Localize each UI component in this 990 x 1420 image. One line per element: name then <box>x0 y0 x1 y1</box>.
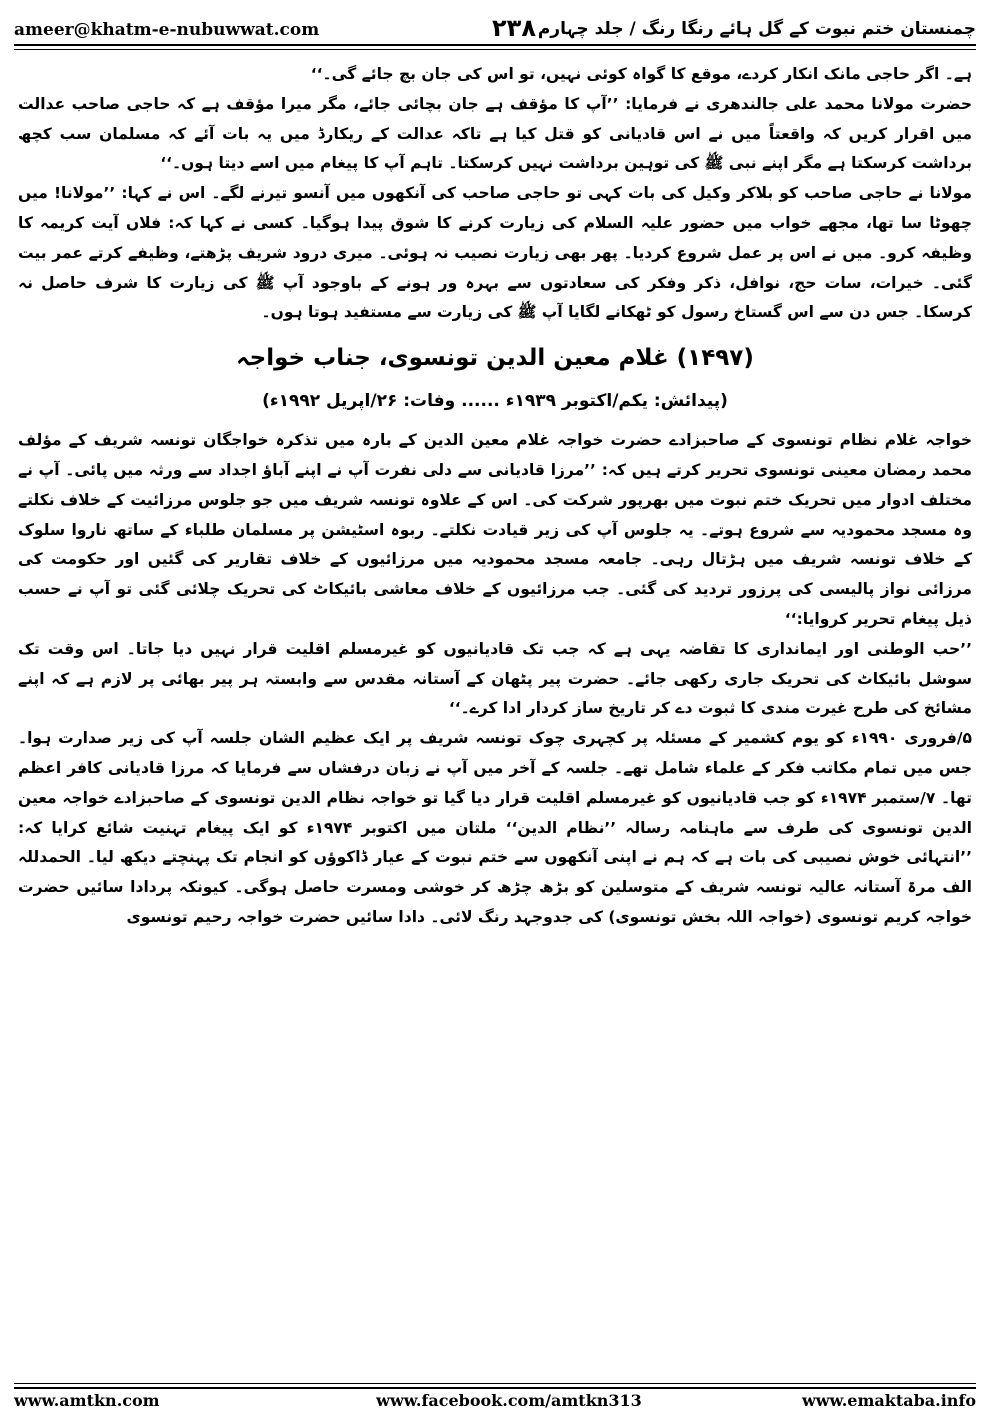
footer-link-amtkn[interactable]: www.amtkn.com <box>14 1391 160 1410</box>
body-paragraph: ۵/فروری ۱۹۹۰ء کو یوم کشمیر کے مسئلہ پر کچہری چوک تونسہ شریف پر ایک عظیم الشان جلسہ آپ کی زیر صدارت ہوا۔ جس میں تمام مکاتب فکر کے علماء شامل تھے۔ جلسہ کے آخر میں آپ نے زبان درفشاں سے فرمایا کہ مرزا قادیانی کافر اعظم تھا۔ ۷/ستمبر ۱۹۷۴ء کو جب قادیانیوں کو غیرمسلم اقلیت قرار دیا گیا تو خواجہ نظام الدین تونسوی کے صاحبزادے خواجہ معین الدین تونسوی کی طرف سے ماہنامہ رسالہ ’’نظام الدین‘‘ ملتان میں اکتوبر ۱۹۷۴ء کو ایک پیغام تہنیت شائع کرایا کہ: ’’انتہائی خوش نصیبی کی بات ہے کہ ہم نے اپنی آنکھوں سے ختم نبوت کے عیار ڈاکوؤں کو انجام تک پہنچتے دیکھ لیا۔ الحمدللہ الف مرۃ آستانہ عالیہ تونسہ شریف کے متوسلین کو بڑھ چڑھ کر خوشی ومسرت حاصل ہوگی۔ کیونکہ پردادا سائیں حضرت خواجہ کریم تونسوی (خواجہ اللہ بخش تونسوی) کی جدوجہد رنگ لائی۔ دادا سائیں حضرت خواجہ رحیم تونسوی <box>18 729 972 926</box>
footer-rule-thin <box>14 1383 976 1384</box>
page-footer <box>14 1391 976 1415</box>
body-paragraph: خواجہ غلام نظام تونسوی کے صاحبزادے حضرت خواجہ غلام معین الدین کے بارہ میں تذکرہ خواجگان تونسہ شریف کے مؤلف محمد رمضان معینی تونسوی تحریر کرتے ہیں کہ: ’’مرزا قادیانی سے دلی نفرت آپ نے اپنے آباؤ اجداد سے ورثہ میں پائی۔ آپ نے مختلف ادوار میں تحریک ختم نبوت میں بھرپور شرکت کی۔ اس کے علاوہ تونسہ شریف میں جو جلوس مرزائیت کے خلاف نکلتے وہ مسجد محمودیہ سے شروع ہوتے۔ یہ جلوس آپ کی زیر قیادت نکلتے۔ ربوہ اسٹیشن پر مسلمان طلباء کے ساتھ ناروا سلوک کے خلاف تونسہ شریف میں ہڑتال رہی۔ جامعہ مسجد محمودیہ میں مرزائیوں کے خلاف تقاریر کی گئیں اور حکومت کی مرزائی نواز پالیسی کی پرزور تردید کی گئی۔ جب مرزائیوں کے خلاف معاشی بائیکاٹ کی تحریک چلائی گئی تو آپ نے حسب ذیل پیغام تحریر کروایا:‘‘ <box>18 431 972 628</box>
footer-link-emaktaba[interactable]: www.emaktaba.info <box>802 1391 976 1410</box>
body-paragraph: حضرت مولانا محمد علی جالندھری نے فرمایا: ’’آپ کا مؤقف ہے جان بچائی جائے، مگر میرا مؤقف ہے کہ حاجی صاحب عدالت میں اقرار کریں کہ واقعتاً میں نے اس قادیانی کو قتل کیا ہے تاکہ عدالت کے ریکارڈ میں یہ بات آئے کہ مسلمان سب کچھ برداشت کرسکتا ہے مگر اپنے نبی ﷺ کی توہین برداشت نہیں کرسکتا۔ تاہم آپ کا پیغام میں اسے دیتا ہوں۔‘‘ <box>18 94 972 173</box>
page-header <box>14 10 976 48</box>
header-email: ameer@khatm-e-nubuwwat.com <box>14 20 320 40</box>
footer-link-facebook[interactable]: www.facebook.com/amtkn313 <box>376 1391 642 1410</box>
section-heading: (۱۴۹۷) غلام معین الدین تونسوی، جناب خواجہ <box>236 345 754 372</box>
body-paragraph: ’’حب الوطنی اور ایمانداری کا تقاضہ یہی ہے کہ جب تک قادیانیوں کو غیرمسلم اقلیت قرار نہیں دیا جاتا۔ اس وقت تک سوشل بائیکاٹ کی تحریک جاری رکھی جائے۔ حضرت پیر پٹھان کے آستانہ مقدس سے وابستہ ہر پیر بھائی پر لازم ہے کہ اپنے مشائخ کی طرح غیرت مندی کا ثبوت دے کر تاریخ ساز کردار ادا کرے۔‘‘ <box>18 639 972 718</box>
body-paragraph: مولانا نے حاجی صاحب کو بلاکر وکیل کی بات کہی تو حاجی صاحب کی آنکھوں میں آنسو تیرنے لگے۔ اس نے کہا: ’’مولانا! میں چھوٹا سا تھا، مجھے خواب میں حضور علیہ السلام کی زیارت کرنے کا شوق پیدا ہوگیا۔ کسی نے کہا کہ: فلاں آیت کریمہ کا وظیفہ کرو۔ میں نے اس پر عمل شروع کردیا۔ پھر بھی زیارت نصیب نہ ہوئی۔ میری درود شریف پڑھتے، وظیفے کرتے عمر بیت گئی۔ خیرات، سات حج، نوافل، ذکر وفکر کی سعادتوں سے بہرہ ور ہونے کے باوجود آپ ﷺ کی زیارت کا شرف حاصل نہ کرسکا۔ جس دن سے اس گستاخ رسول کو ٹھکانے لگایا آپ ﷺ کی زیارت سے مستفید ہوتا ہوں۔ <box>18 184 972 322</box>
book-title: چمنستان ختم نبوت کے گل ہائے رنگا رنگ / جلد چہارم <box>537 19 976 39</box>
header-rule-thin <box>14 49 976 50</box>
page-body <box>18 60 972 933</box>
body-paragraph: ہے۔ اگر حاجی مانک انکار کردے، موقع کا گواہ کوئی نہیں، تو اس کی جان بچ جائے گی۔‘‘ <box>310 65 972 83</box>
header-rule <box>14 44 976 46</box>
page-number: ۲۳۸ <box>492 14 536 42</box>
footer-rule <box>14 1387 976 1389</box>
section-dates: (پیدائش: یکم/اکتوبر ۱۹۳۹ء ...... وفات: ۲۶/اپریل ۱۹۹۲ء) <box>262 391 728 412</box>
